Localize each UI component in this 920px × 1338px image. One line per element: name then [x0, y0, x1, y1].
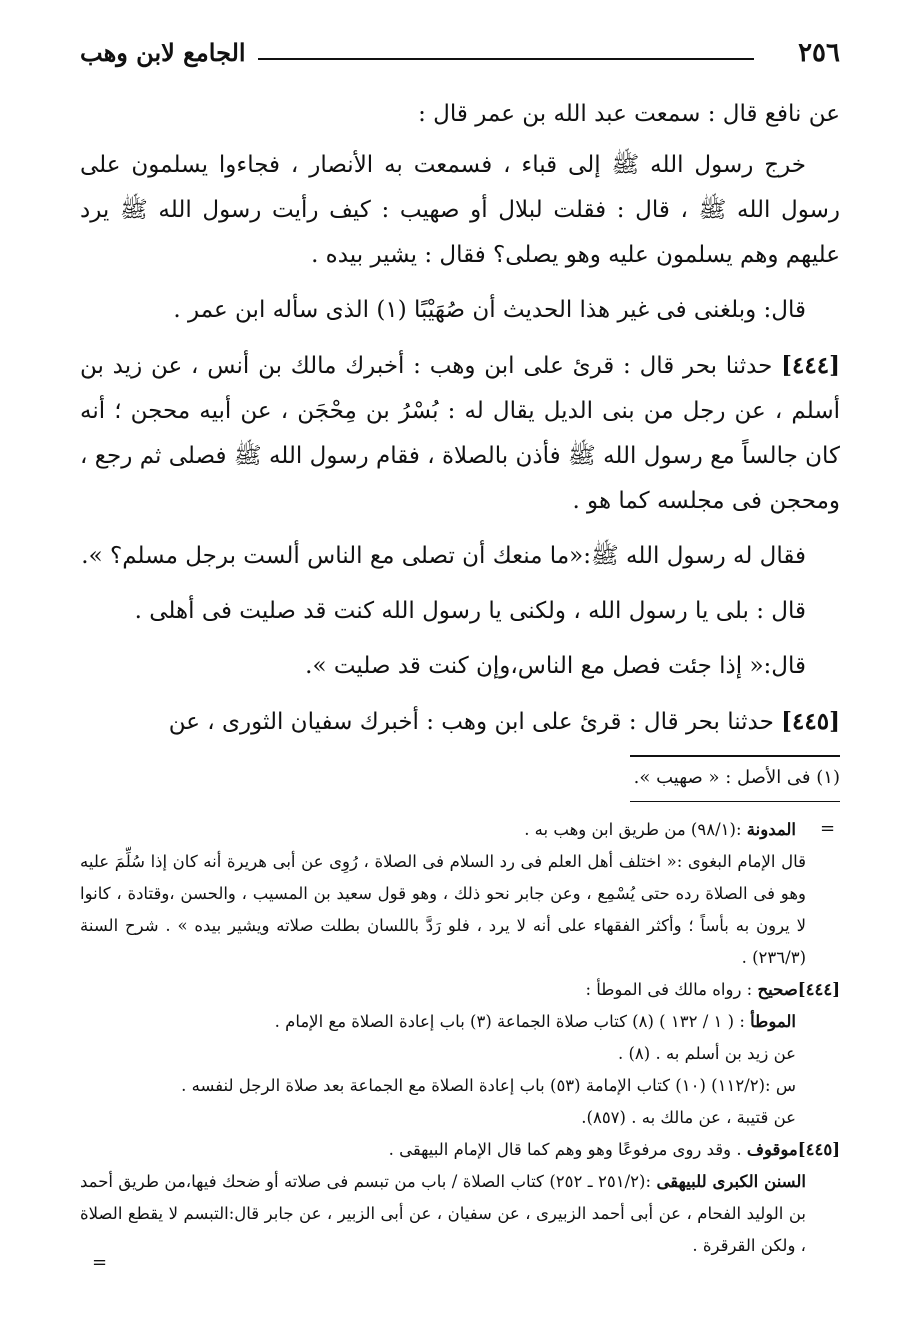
note-number: [٤٤٤]: [797, 980, 840, 999]
paragraph-quba-narration: خرج رسول الله ﷺ إلى قباء ، فسمعت به الأنصار ، فجاءوا يسلمون على رسول الله ﷺ ، قال : فقلت لبلال أو صهيب : كيف رأيت رسول الله ﷺ يرد عليهم وهم يسلمون عليه وهو يصلى؟ فقال : يشير بيده .: [80, 152, 840, 268]
source-label: السنن الكبرى للبيهقى: [656, 1172, 807, 1191]
paragraph-prophet-instruction: قال:« إذا جئت فصل مع الناس،وإن كنت قد صليت ».: [305, 653, 806, 679]
page-number: ٢٥٦: [798, 38, 840, 68]
grade-text: . وقد روى مرفوعًا وهو وهم كما قال الإمام البيهقى .: [388, 1140, 742, 1159]
hadith-number: [٤٤٥]: [781, 708, 840, 735]
note-nasai: س :(١١٢/٢) (١٠) كتاب الإمامة (٥٣) باب إعادة الصلاة مع الجماعة بعد صلاة الرجل لنفسه .: [181, 1076, 796, 1095]
hadith-text: حدثنا بحر قال : قرئ على ابن وهب : أخبرك مالك بن أنس ، عن زيد بن أسلم ، عن رجل من بنى الديل يقال له : بُسْرُ بن مِحْجَن ، عن أبيه محجن ؛ أنه كان جالساً مع رسول الله ﷺ فأذن بالصلاة ، فقام رسول الله ﷺ فصلى ثم رجع ، ومحجن فى مجلسه كما هو .: [80, 353, 840, 514]
hadith-444: [80, 343, 840, 524]
note-nasai-chain: عن قتيبة ، عن مالك به . (٨٥٧).: [581, 1108, 796, 1127]
grade-text: : رواه مالك فى الموطأ :: [585, 980, 753, 999]
source-ref: : ( ١ / ١٣٢ ) (٨) كتاب صلاة الجماعة (٣) باب إعادة الصلاة مع الإمام .: [274, 1012, 745, 1031]
note-mudawwana: [80, 814, 840, 846]
note-444-grade: [80, 974, 840, 1006]
source-label: الموطأ: [750, 1012, 796, 1031]
takhrij-notes: [80, 814, 840, 1262]
source-label: المدونة: [746, 820, 796, 839]
grade-label: موقوف: [746, 1140, 798, 1159]
paragraph-prophet-question: فقال له رسول الله ﷺ:«ما منعك أن تصلى مع الناس ألست برجل مسلم؟ ».: [81, 543, 806, 569]
note-muwatta: [80, 1006, 840, 1038]
hadith-number: [٤٤٤]: [781, 352, 840, 379]
note-number: [٤٤٥]: [797, 1140, 840, 1159]
source-ref: :(٢٥١/٢ ـ ٢٥٢) كتاب الصلاة / باب من تبسم فى صلاته أو ضحك فيها،من طريق أحمد بن الوليد الفحام ، عن أبى أحمد الزبيرى ، عن سفيان ، عن أبى الزبير ، عن جابر قال:التبسم لا يقطع الصلاة ، ولكن القرقرة .: [80, 1172, 806, 1255]
grade-label: صحيح: [757, 980, 798, 999]
notes-separator: [630, 801, 840, 802]
hadith-text: حدثنا بحر قال : قرئ على ابن وهب : أخبرك سفيان الثورى ، عن: [168, 709, 774, 735]
footnote-separator: [630, 755, 840, 757]
header-rule: [258, 58, 754, 60]
main-text: [80, 92, 840, 745]
paragraph-suhayb-note: قال: وبلغنى فى غير هذا الحديث أن صُهَيْبًا (١) الذى سأله ابن عمر .: [173, 297, 806, 323]
hadith-445: [80, 699, 840, 745]
paragraph-mihjan-reply: قال : بلى يا رسول الله ، ولكنى يا رسول الله كنت قد صليت فى أهلى .: [134, 598, 806, 624]
book-page: [80, 36, 840, 1262]
continuation-mark-bottom: =: [92, 1252, 108, 1273]
note-bayhaqi: [80, 1166, 840, 1262]
paragraph-isnad-continuation: عن نافع قال : سمعت عبد الله بن عمر قال :: [418, 101, 840, 127]
continuation-mark-top: =: [820, 818, 836, 839]
note-445-grade: [80, 1134, 840, 1166]
note-muwatta-chain: عن زيد بن أسلم به . (٨) .: [617, 1044, 796, 1063]
note-baghawi: قال الإمام البغوى :« اختلف أهل العلم فى رد السلام فى الصلاة ، رُوِى عن أبى هريرة أنه كان إذا سُلِّمَ عليه وهو فى الصلاة رده حتى يُسْمِع ، وعن جابر نحو ذلك ، وهو قول سعيد بن المسيب ، والحسن ،وقتادة ، كانوا لا يرون به بأساً ؛ وأكثر الفقهاء على أنه لا يرد ، فلو رَدَّ باللسان بطلت صلاته ويشير بيده » . شرح السنة (٢٣٦/٣) .: [80, 852, 806, 967]
footnote-1: (١) فى الأصل : « صهيب ».: [633, 767, 840, 788]
running-header: [80, 36, 840, 70]
source-ref: :(٩٨/١) من طريق ابن وهب به .: [524, 820, 742, 839]
book-title: الجامع لابن وهب: [80, 38, 246, 67]
